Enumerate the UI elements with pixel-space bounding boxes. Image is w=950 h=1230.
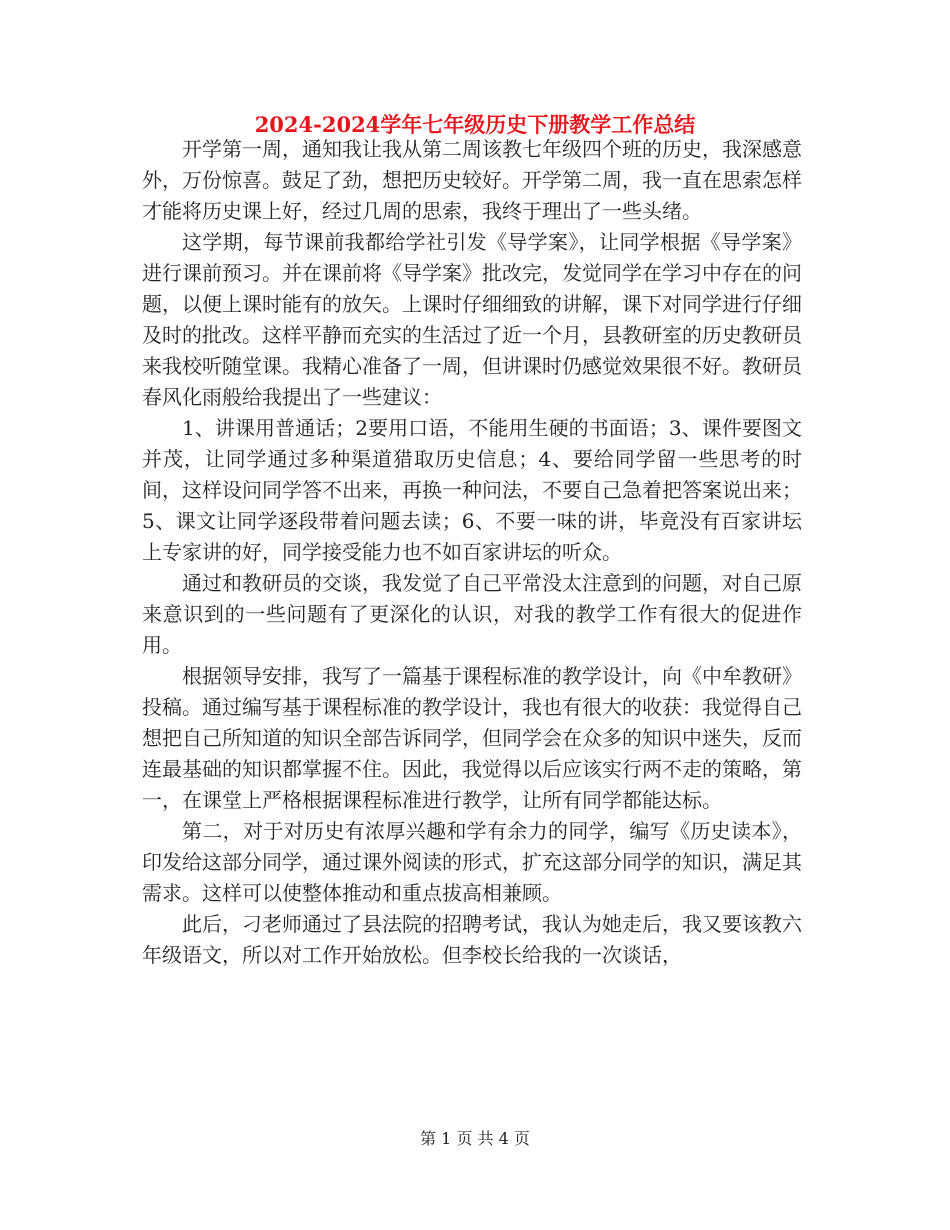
document-body [142,134,802,971]
paragraph: 通过和教研员的交谈，我发觉了自己平常没太注意到的问题，对自己原来意识到的一些问题有了更深化的认识，对我的教学工作有很大的促进作用。 [142,571,802,657]
paragraph: 1、讲课用普通话；2要用口语，不能用生硬的书面语；3、课件要图文并茂，让同学通过多种渠道猎取历史信息；4、要给同学留一些思考的时间，这样设问同学答不出来，再换一种问法，不要自己急着把答案说出来；5、课文让同学逐段带着问题去读；6、不要一味的讲，毕竟没有百家讲坛上专家讲的好，同学接受能力也不如百家讲坛的听众。 [142,416,802,564]
paragraph: 此后，刁老师通过了县法院的招聘考试，我认为她走后，我又要该教六年级语文，所以对工作开始放松。但李校长给我的一次谈话， [142,912,802,967]
document-title: 2024-2024学年七年级历史下册教学工作总结 [254,112,696,137]
paragraph: 这学期，每节课前我都给学社引发《导学案》，让同学根据《导学案》进行课前预习。并在课前将《导学案》批改完，发觉同学在学习中存在的问题，以便上课时能有的放矢。上课时仔细细致的讲解，课下对同学进行仔细及时的批改。这样平静而充实的生活过了近一个月，县教研室的历史教研员来我校听随堂课。我精心准备了一周，但讲课时仍感觉效果很不好。教研员春风化雨般给我提出了一些建议： [142,230,802,409]
paragraph: 开学第一周，通知我让我从第二周该教七年级四个班的历史，我深感意外，万份惊喜。鼓足了劲，想把历史较好。开学第二周，我一直在思索怎样才能将历史课上好，经过几周的思索，我终于理出了一些头绪。 [142,137,802,223]
paragraph: 第二，对于对历史有浓厚兴趣和学有余力的同学，编写《历史读本》，印发给这部分同学，通过课外阅读的形式，扩充这部分同学的知识，满足其需求。这样可以使整体推动和重点拔高相兼顾。 [142,819,802,905]
paragraph: 根据领导安排，我写了一篇基于课程标准的教学设计，向《中牟教研》投稿。通过编写基于课程标准的教学设计，我也有很大的收获：我觉得自己想把自己所知道的知识全部告诉同学，但同学会在众多的知识中迷失，反而连最基础的知识都掌握不住。因此，我觉得以后应该实行两不走的策略，第一，在课堂上严格根据课程标准进行教学，让所有同学都能达标。 [142,664,802,812]
page-number-footer: 第 1 页 共 4 页 [420,1129,530,1148]
